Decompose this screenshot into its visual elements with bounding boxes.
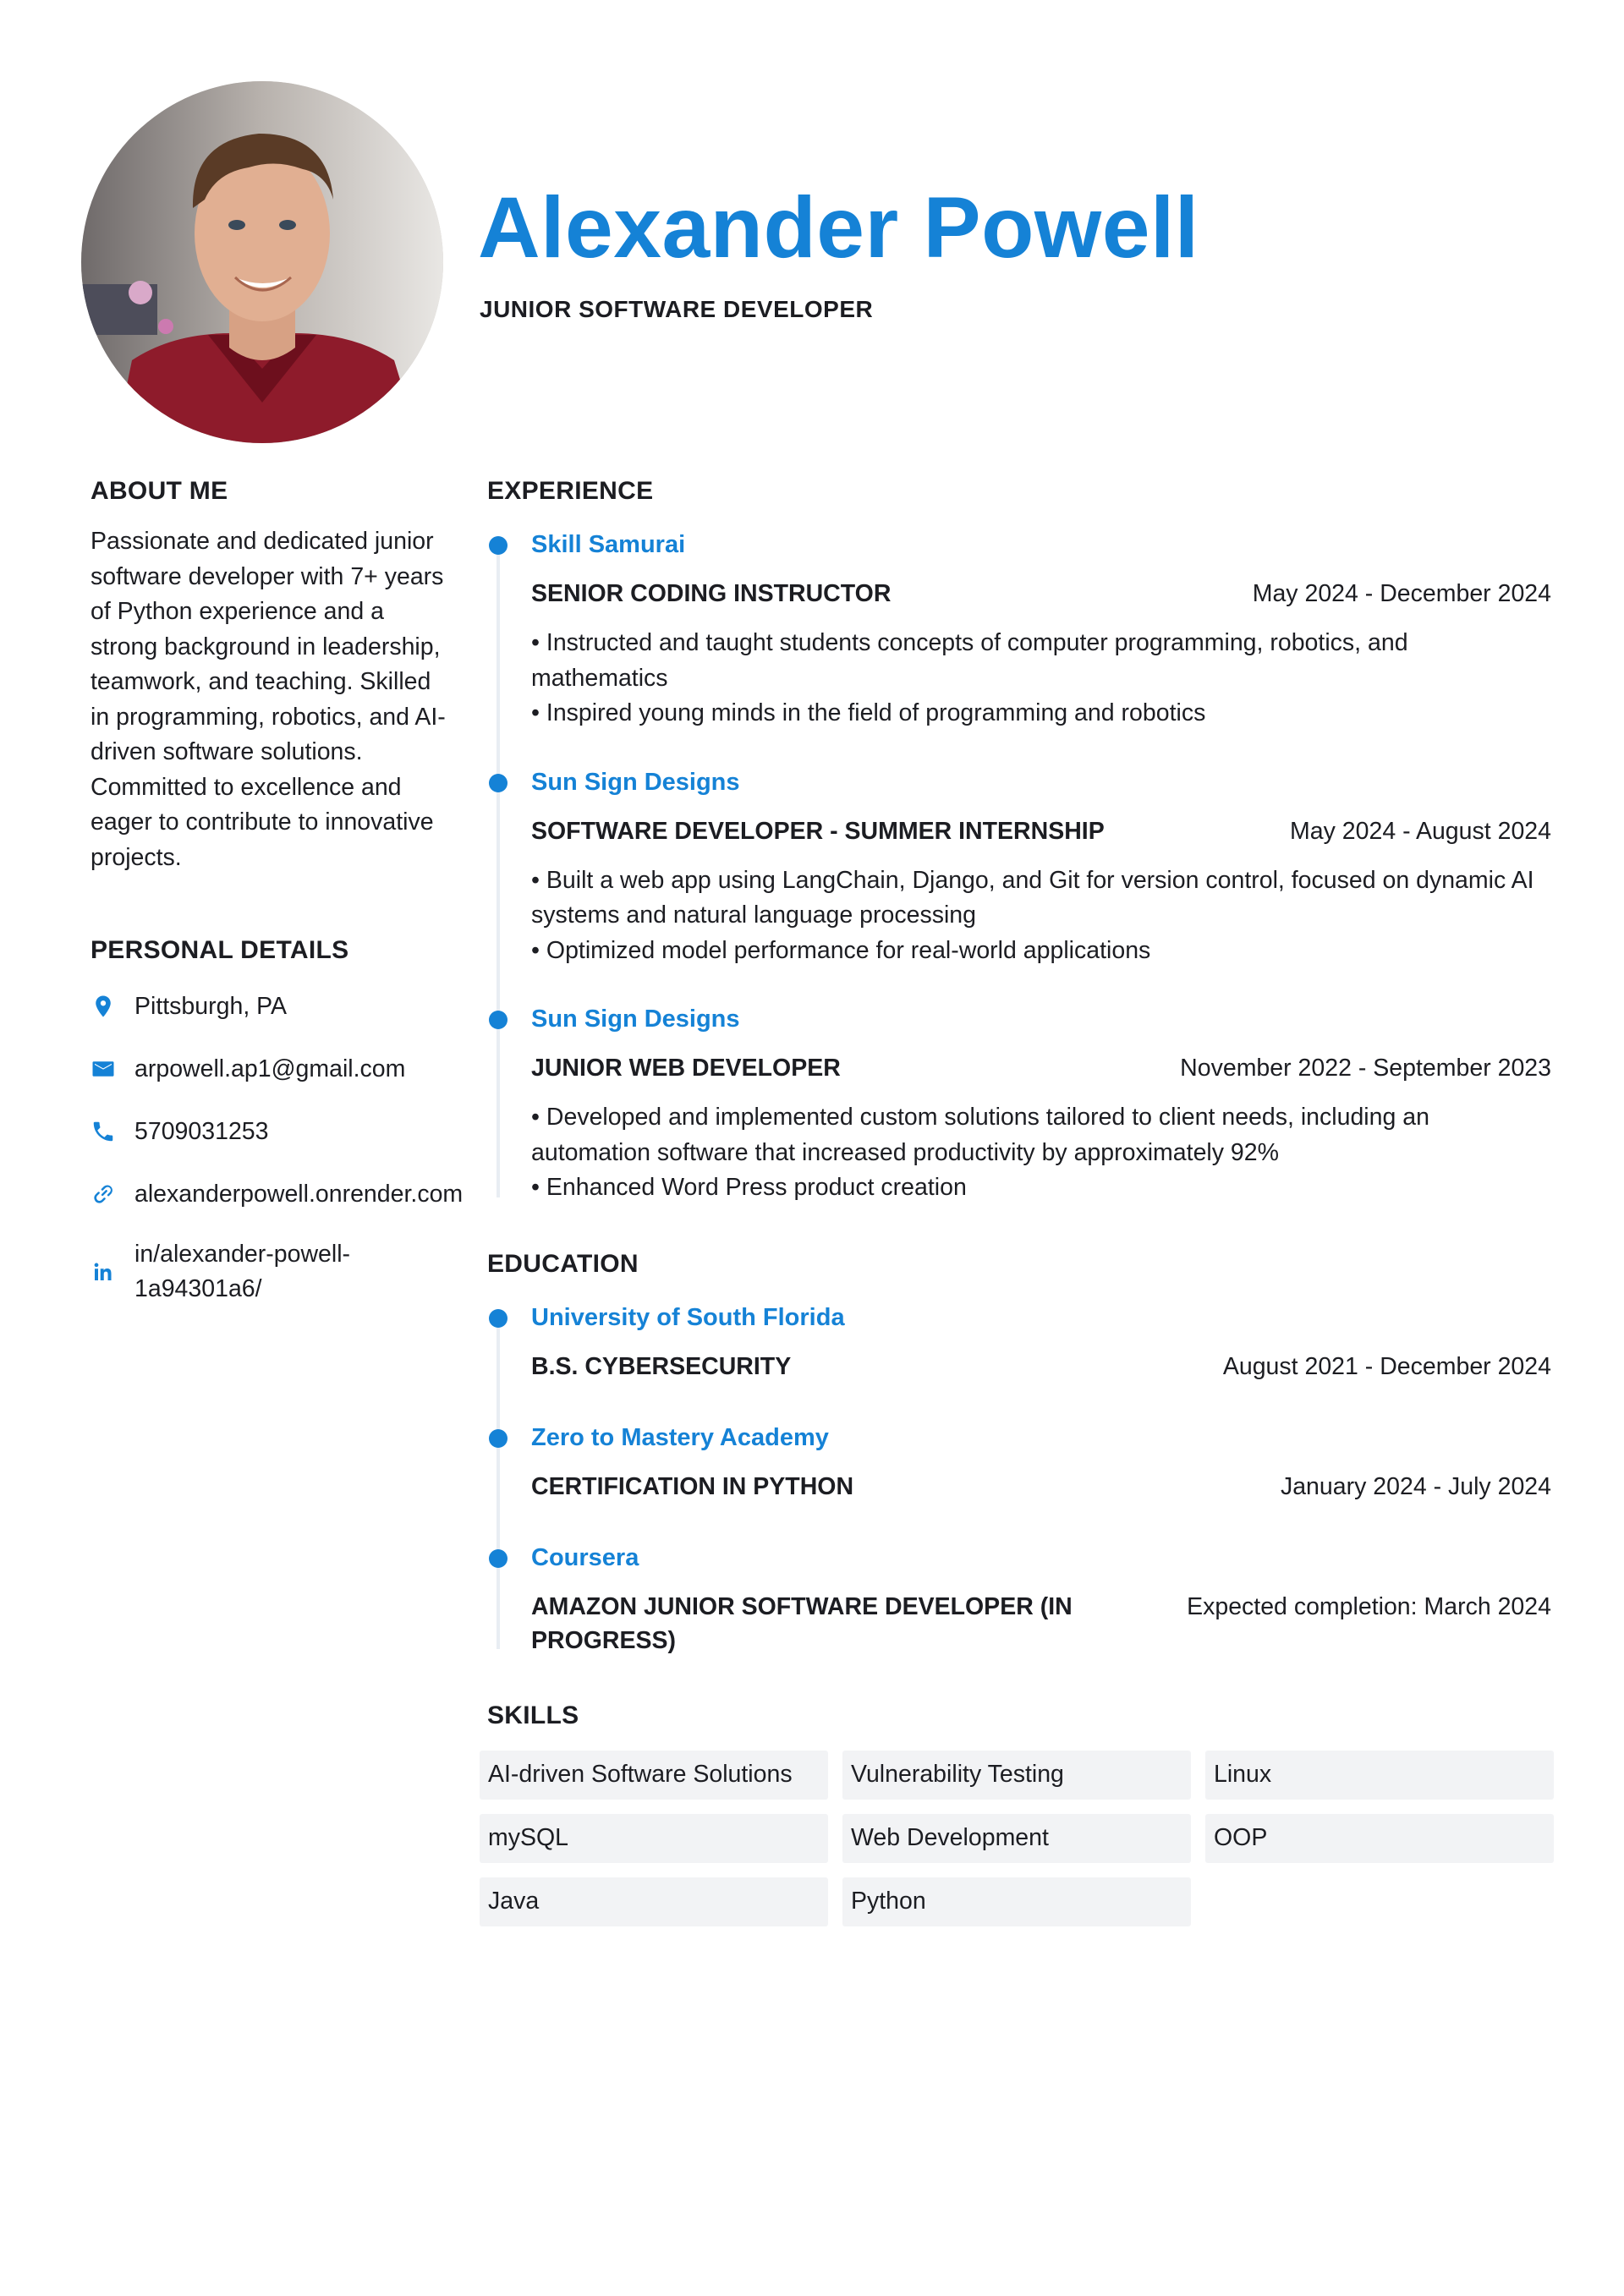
education-dates: August 2021 - December 2024 [1222,1352,1551,1380]
school-name: Coursera [531,1543,639,1571]
experience-entry [487,1002,1551,1206]
skills-grid [480,1751,1551,1926]
detail-email[interactable] [91,1049,446,1088]
education-entry [487,1541,1551,1658]
link-icon [91,1181,116,1207]
job-dates: May 2024 - August 2024 [1290,817,1551,845]
school-name: Zero to Mastery Academy [531,1423,829,1451]
skills-section [487,1701,1551,1926]
linkedin-icon [91,1259,116,1285]
education-dates: January 2024 - July 2024 [1280,1472,1551,1500]
education-title: EDUCATION [487,1249,639,1278]
detail-website-text[interactable]: alexanderpowell.onrender.com [134,1180,464,1208]
timeline-dot [489,1011,508,1029]
personal-details-title: PERSONAL DETAILS [91,936,349,964]
bullet-item: • Inspired young minds in the field of programming and robotics [531,699,1206,726]
degree-title: AMAZON JUNIOR SOFTWARE DEVELOPER (IN PROGRESS) [531,1592,1073,1654]
degree-title: CERTIFICATION IN PYTHON [531,1472,854,1500]
personal-details [91,936,464,1307]
detail-email-text[interactable]: arpowell.ap1@gmail.com [134,1055,406,1082]
bullet-item: • Instructed and taught students concepts of computer programming, robotics, and mathematics [531,629,1408,692]
degree-title: B.S. CYBERSECURITY [531,1352,792,1380]
education-timeline [487,1301,1551,1658]
phone-icon [91,1119,116,1144]
candidate-name: Alexander Powell [478,179,1199,276]
candidate-role: JUNIOR SOFTWARE DEVELOPER [480,296,874,322]
detail-location [91,987,446,1026]
job-title: SENIOR CODING INSTRUCTOR [531,580,892,607]
detail-phone-text[interactable]: 5709031253 [134,1117,269,1145]
skill-tag: mySQL [480,1814,828,1863]
job-bullets [531,1100,1551,1206]
company-name: Sun Sign Designs [531,1006,740,1033]
timeline-dot [489,1429,508,1448]
skill-tag: OOP [1205,1814,1554,1863]
about-text: Passionate and dedicated junior software developer with 7+ years of Python experience and a strong background in leadership, teamwork, and teaching. Skilled in programming, robotics, and AI-driven software solutions. Committed to excellence and eager to contribute to innovative projects. [91,528,446,871]
timeline-dot [489,1309,508,1328]
job-dates: November 2022 - September 2023 [1180,1055,1551,1082]
experience-entry [487,765,1551,969]
school-name: University of South Florida [531,1303,845,1331]
bullet-item: • Optimized model performance for real-world applications [531,936,1151,964]
education-section [487,1250,1551,1658]
education-entry [487,1421,1551,1504]
bullet-item: • Built a web app using LangChain, Django, and Git for version control, focused on dynamic AI systems and natural language processing [531,866,1534,929]
job-bullets [531,626,1551,732]
job-title: JUNIOR WEB DEVELOPER [531,1055,841,1082]
profile-photo-image [81,81,443,443]
skills-title: SKILLS [487,1701,579,1729]
company-name: Sun Sign Designs [531,768,740,796]
bullet-item: • Enhanced Word Press product creation [531,1174,967,1201]
left-column [91,477,464,1307]
skill-tag: Python [842,1877,1191,1926]
location-pin-icon [91,994,116,1019]
experience-title: EXPERIENCE [487,477,654,505]
skill-tag: Web Development [842,1814,1191,1863]
timeline-dot [489,774,508,792]
skill-tag: Java [480,1877,828,1926]
detail-location-text: Pittsburgh, PA [134,992,288,1020]
skill-tag: Linux [1205,1751,1554,1800]
detail-phone[interactable] [91,1112,446,1151]
education-entry [487,1301,1551,1384]
experience-entry [487,528,1551,732]
bullet-item: • Developed and implemented custom solutions tailored to client needs, including an automation software that increased productivity by approximately 92% [531,1104,1429,1166]
profile-photo [81,81,443,443]
email-icon [91,1056,116,1082]
right-column [487,477,1551,1926]
skill-tag: AI-driven Software Solutions [480,1751,828,1800]
timeline-dot [489,1549,508,1568]
about-title: ABOUT ME [91,477,228,505]
job-title: SOFTWARE DEVELOPER - SUMMER INTERNSHIP [531,817,1105,845]
company-name: Skill Samurai [531,531,686,558]
detail-linkedin-text[interactable]: in/alexander-powell-1a94301a6/ [134,1241,351,1302]
education-dates: Expected completion: March 2024 [1187,1592,1551,1620]
skill-tag: Vulnerability Testing [842,1751,1191,1800]
job-dates: May 2024 - December 2024 [1252,580,1551,607]
detail-linkedin[interactable] [91,1237,446,1307]
job-bullets [531,863,1551,969]
timeline-dot [489,536,508,555]
detail-website[interactable] [91,1175,464,1214]
experience-timeline [487,528,1551,1206]
